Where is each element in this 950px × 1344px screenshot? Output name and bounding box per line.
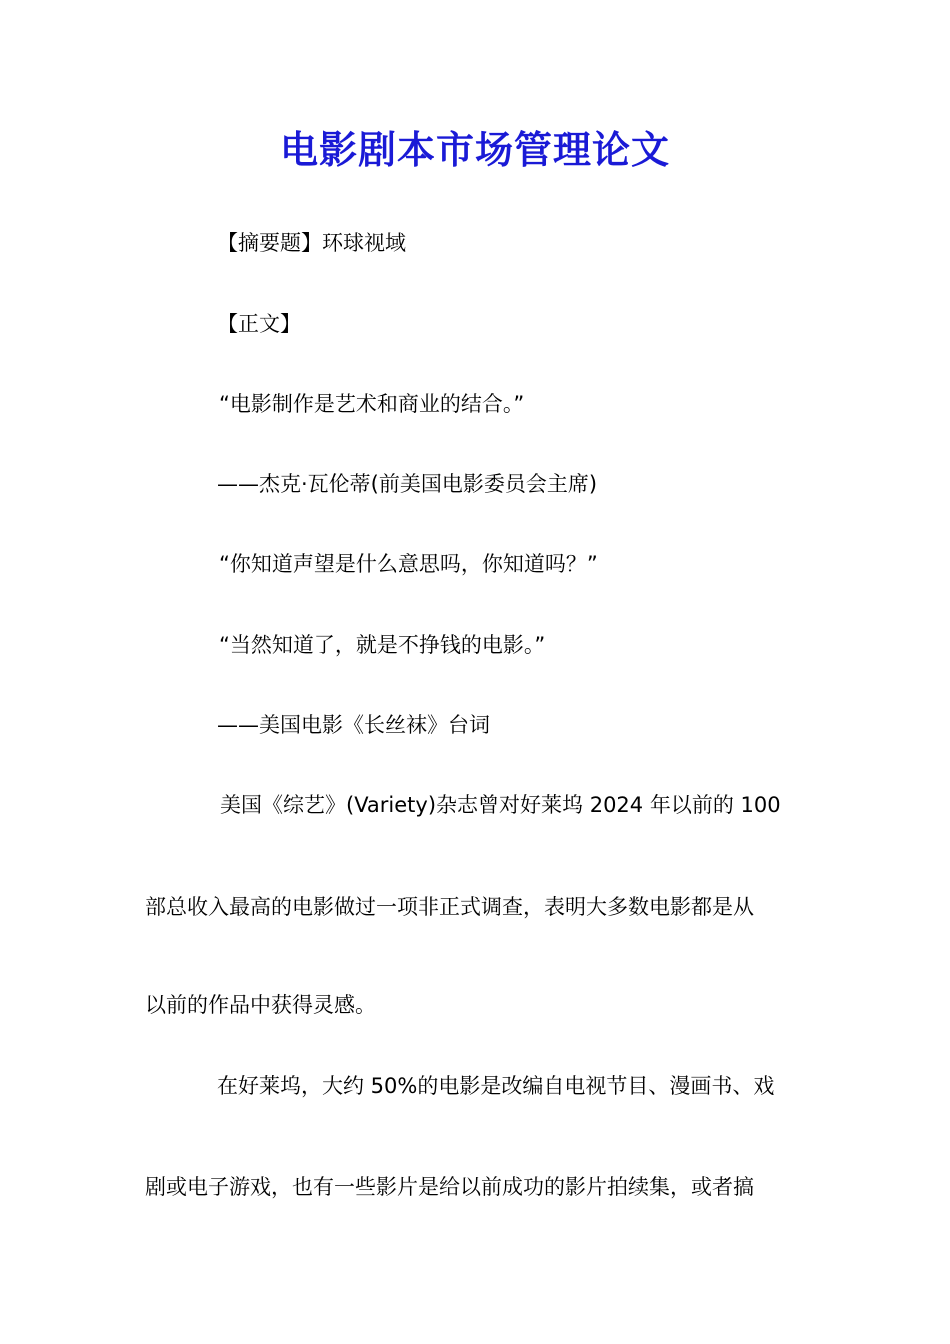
quote-prestige-question: “你知道声望是什么意思吗，你知道吗？”: [219, 552, 598, 576]
body-label: 【正文】: [217, 312, 301, 336]
paragraph-2-line-1: 在好莱坞，大约 50%的电影是改编自电视节目、漫画书、戏: [217, 1074, 775, 1098]
document-title: 电影剧本市场管理论文: [279, 127, 670, 172]
quote-attribution-film: ——美国电影《长丝袜》台词: [217, 713, 490, 737]
quote-attribution-valenti: ——杰克·瓦伦蒂(前美国电影委员会主席): [217, 472, 598, 496]
paragraph-1-line-3: 以前的作品中获得灵感。: [145, 993, 376, 1017]
quote-prestige-answer: “当然知道了，就是不挣钱的电影。”: [219, 633, 546, 657]
paragraph-1-line-1: 美国《综艺》(Variety)杂志曾对好莱坞 2024 年以前的 100: [220, 793, 781, 817]
paragraph-2-line-2: 剧或电子游戏，也有一些影片是给以前成功的影片拍续集，或者搞: [145, 1175, 754, 1199]
abstract-line: 【摘要题】环球视域: [217, 231, 406, 255]
paragraph-1-line-2: 部总收入最高的电影做过一项非正式调查，表明大多数电影都是从: [145, 895, 754, 919]
quote-art-and-commerce: “电影制作是艺术和商业的结合。”: [219, 392, 525, 416]
